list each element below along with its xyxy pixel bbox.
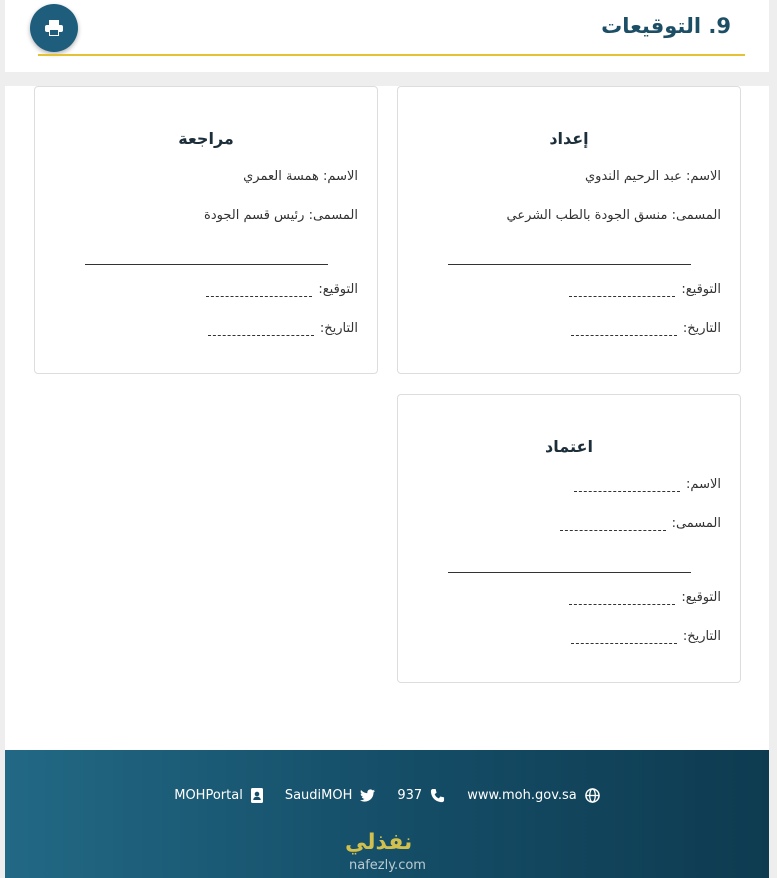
approve-card-title: اعتماد (545, 437, 593, 456)
prepare-date-blank (571, 334, 677, 336)
review-signature-line (85, 264, 328, 265)
approve-card (397, 394, 741, 683)
prepare-date-label: التاريخ: (682, 321, 721, 336)
prepare-signature-blank (569, 295, 675, 297)
footer-phone-text: 937 (397, 788, 423, 803)
footer-website-text: www.moh.gov.sa (467, 788, 577, 803)
review-role-label: المسمى: (308, 208, 358, 223)
approve-role-blank (560, 529, 666, 531)
review-role-value: رئيس قسم الجودة (204, 208, 305, 223)
review-name-label: الاسم: (323, 169, 358, 184)
footer (5, 750, 769, 878)
page-title: 9. التوقيعات (601, 14, 731, 38)
approve-signature-blank (569, 603, 675, 605)
contact-card-icon (251, 788, 263, 803)
approve-role-label: المسمى: (671, 516, 721, 531)
signatures-content (5, 86, 769, 750)
prepare-role-row (507, 208, 721, 223)
footer-portal-link[interactable] (174, 788, 263, 803)
footer-portal-text: MOHPortal (174, 788, 243, 803)
title-underline (38, 54, 745, 56)
section-header (5, 0, 769, 72)
prepare-name-value: عبد الرحيم الندوي (585, 169, 682, 184)
prepare-role-value: منسق الجودة بالطب الشرعي (506, 208, 668, 223)
approve-signature-line (448, 572, 691, 573)
approve-signature-row (569, 590, 721, 605)
review-card-title: مراجعة (178, 129, 234, 148)
approve-role-row (560, 516, 721, 531)
prepare-signature-row (569, 282, 721, 297)
approve-date-blank (571, 642, 677, 644)
prepare-signature-line (448, 264, 691, 265)
printer-icon (45, 20, 63, 36)
review-card (34, 86, 378, 374)
approve-name-row (574, 477, 721, 492)
footer-links (5, 788, 769, 803)
review-date-row (208, 321, 358, 336)
prepare-name-label: الاسم: (686, 169, 721, 184)
review-name-row (243, 169, 358, 184)
review-signature-row (206, 282, 358, 297)
prepare-date-row (571, 321, 721, 336)
prepare-card-title: إعداد (549, 129, 589, 148)
phone-icon (430, 788, 445, 803)
approve-signature-label: التوقيع: (681, 590, 721, 605)
footer-phone-link[interactable] (397, 788, 445, 803)
prepare-signature-label: التوقيع: (681, 282, 721, 297)
approve-name-label: الاسم: (686, 477, 721, 492)
prepare-name-row (585, 169, 721, 184)
review-name-value: همسة العمري (243, 169, 319, 184)
approve-date-label: التاريخ: (682, 629, 721, 644)
prepare-role-label: المسمى: (671, 208, 721, 223)
review-date-blank (208, 334, 314, 336)
review-signature-blank (206, 295, 312, 297)
review-signature-label: التوقيع: (318, 282, 358, 297)
footer-website-link[interactable] (467, 788, 600, 803)
globe-icon (585, 788, 600, 803)
approve-date-row (571, 629, 721, 644)
review-date-label: التاريخ: (319, 321, 358, 336)
print-button[interactable] (30, 4, 78, 52)
footer-twitter-text: SaudiMOH (284, 788, 353, 803)
twitter-icon (360, 789, 375, 802)
footer-twitter-link[interactable] (285, 788, 376, 803)
approve-name-blank (574, 490, 680, 492)
watermark-subtitle: nafezly.com (349, 858, 426, 873)
watermark-logo: نفذلي (345, 830, 413, 855)
review-role-row (204, 208, 358, 223)
prepare-card (397, 86, 741, 374)
